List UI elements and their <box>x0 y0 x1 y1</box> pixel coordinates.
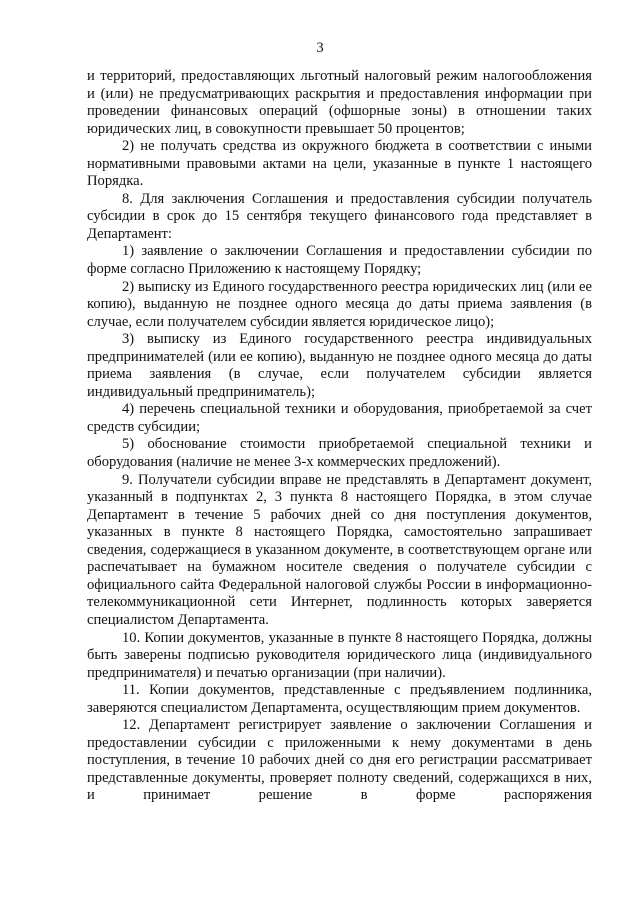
paragraph-8-3: 3) выписку из Единого государственного реестра индивидуальных предпринимателей (или ее копию), выданную не позднее одного месяца до даты приема заявления (в случае, если получателем субсидии является индивидуальный предприниматель); <box>87 331 592 400</box>
paragraph-8-4: 4) перечень специальной техники и оборудования, приобретаемой за счет средств субсидии; <box>87 401 592 435</box>
document-body <box>87 68 592 805</box>
paragraph-12: 12. Департамент регистрирует заявление о заключении Соглашения и предоставлении субсидии с приложенными к нему документами в день поступления, в течение 10 рабочих дней со дня его регистрации рассматривает представленные документы, проверяет полноту сведений, содержащихся в них, и принимает решение в форме распоряжения <box>87 717 592 804</box>
paragraph-9: 9. Получатели субсидии вправе не представлять в Департамент документ, указанный в подпунктах 2, 3 пункта 8 настоящего Порядка, в этом случае Департамент в течение 5 рабочих дней со дня поступления документов, указанных в пункте 8 настоящего Порядка, самостоятельно запрашивает сведения, содержащиеся в указанном документе, в соответствующем органе или распечатывает на бумажном носителе сведения о получателе субсидии с официального сайта Федеральной налоговой службы России в информационно-телекоммуникационной сети Интернет, подлинность которых заверяется специалистом Департамента. <box>87 471 592 628</box>
paragraph-10: 10. Копии документов, указанные в пункте 8 настоящего Порядка, должны быть заверены подписью руководителя юридического лица (индивидуального предпринимателя) и печатью организации (при наличии). <box>87 629 592 681</box>
paragraph-8-2: 2) выписку из Единого государственного реестра юридических лиц (или ее копию), выданную не позднее одного месяца до даты приема заявления (в случае, если получателем субсидии является юридическое лицо); <box>87 278 592 330</box>
paragraph-7-2: 2) не получать средства из окружного бюджета в соответствии с иными нормативными правовыми актами на цели, указанные в пункте 1 настоящего Порядка. <box>87 138 592 190</box>
paragraph-8: 8. Для заключения Соглашения и предоставления субсидии получатель субсидии в срок до 15 сентября текущего финансового года представляет в Департамент: <box>87 190 592 242</box>
paragraph-8-5: 5) обоснование стоимости приобретаемой специальной техники и оборудования (наличие не менее 3-х коммерческих предложений). <box>87 436 592 471</box>
paragraph-11: 11. Копии документов, представленные с предъявлением подлинника, заверяются специалистом Департамента, осуществляющим прием документов. <box>87 682 592 716</box>
paragraph-offshore-continuation: и территорий, предоставляющих льготный налоговый режим налогообложения и (или) не предусматривающих раскрытия и предоставления информации при проведении финансовых операций (офшорные зоны) в отношении таких юридических лиц, в совокупности превышает 50 процентов; <box>87 68 592 137</box>
paragraph-8-1: 1) заявление о заключении Соглашения и предоставлении субсидии по форме согласно Приложению к настоящему Порядку; <box>87 243 592 278</box>
page-number: 3 <box>316 40 324 56</box>
